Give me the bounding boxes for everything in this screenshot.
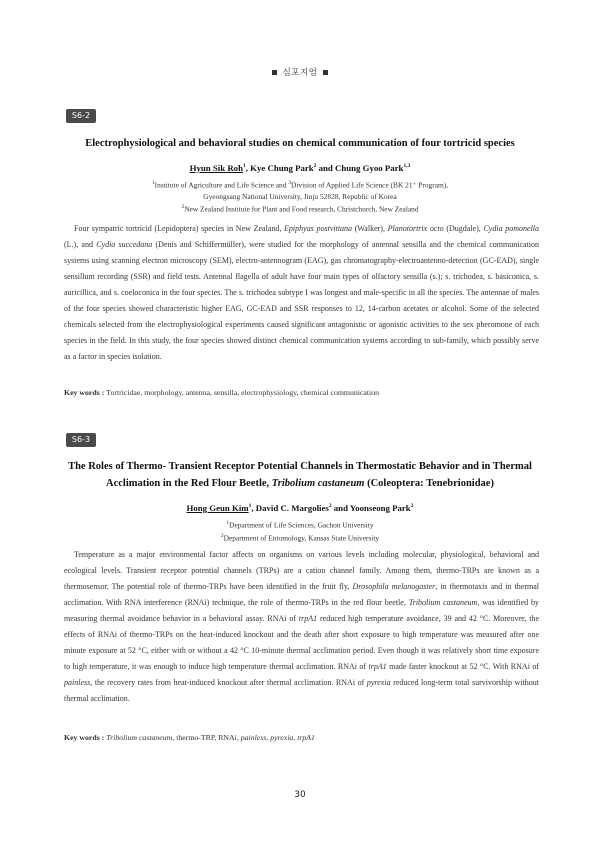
affiliation-line [60, 191, 540, 203]
affiliation-text: Department of Life Sciences, Gachon University [229, 520, 374, 530]
page-number: 30 [294, 790, 306, 800]
text-run: reduced high temperature avoidance, 39 and 42 °C. Moreover, the effects of RNAi of thermo-TRPs on the heat-induced knockout and the death after short exposure to high temperature was measured after one minute exposure at 52 °C, either with or without a 42 °C 10-minute thermal acclimation period. Even though it was relatively short time exposure to high temperature, it was enough to induce high temperature thermal acclimation. RNAi of [64, 614, 539, 671]
text-run: Tortricidae, morphology, antenna, sensilla, electrophysiology, chemical communication [106, 388, 380, 397]
author-affiliation-mark: 2 [410, 503, 414, 510]
square-bullet-icon [323, 70, 328, 75]
author-affiliation-mark: 1 [248, 503, 252, 510]
text-run: The Roles of Thermo- Transient Receptor Potential Channels in Thermostatic Behavior and in Thermal Acclimation in the Red Flour Beetle, [68, 461, 532, 489]
text-run: (Coleoptera: Tenebrionidae) [364, 478, 494, 489]
presenting-author: Hong Geun Kim [186, 503, 249, 513]
text-run: (Walker), [352, 224, 388, 233]
italic-text: trpA1 [368, 662, 387, 671]
italic-text: painless, pyrexia, trpA1 [240, 733, 315, 742]
abstract-title [60, 458, 540, 492]
text-run: , in thermotaxis and in thermal acclimation. With RNA interference (RNAi) technique, the role of thermo-TRPs in the red flour beetle, [64, 582, 540, 607]
author-affiliation-mark: 2 [313, 163, 317, 170]
author: David C. Margolies [255, 503, 329, 513]
text-run: (L.), and [64, 240, 97, 249]
abstract-body [64, 221, 539, 365]
author-affiliation-mark: 1,3 [403, 163, 411, 170]
italic-text: Tribolium castaneum [106, 733, 173, 742]
keywords-text [106, 733, 315, 742]
affiliations [60, 178, 540, 215]
keywords-label: Key words : [64, 388, 107, 397]
section-header-title: 심포지엄 [282, 68, 318, 78]
affiliation-mark: 2 [220, 532, 224, 539]
abstract-body [64, 547, 539, 707]
affiliations [60, 518, 540, 544]
text-run: , thermo-TRP, RNAi, [172, 733, 241, 742]
italic-text: pyrexia [366, 678, 391, 687]
author-list: Hong Geun Kim$^1$, David C. Margolies$^2$ and Yoonseong Park$^2$ [186, 503, 414, 513]
text-run: reduced long-term total survivorship without thermal acclimation. [64, 678, 540, 703]
affiliation-line [60, 178, 540, 191]
author-affiliation-mark: 2 [328, 503, 332, 510]
abstract-tag: S6-3 [66, 433, 96, 447]
affiliation-mark: 3 [288, 180, 292, 186]
text-run: Four sympatric tortricid (Lepidoptera) species in New Zealand, [74, 224, 285, 233]
italic-text: Drosophila melanogaster [352, 582, 436, 591]
affiliation-line [60, 531, 540, 544]
affiliation-text: Institute of Agriculture and Life Science and [154, 180, 289, 190]
affiliation-mark: 1 [151, 180, 155, 186]
italic-text: trpA1 [298, 614, 318, 623]
italic-text: Planotortrix octo [387, 224, 444, 233]
text-run: , the recovery rates from heat-induced knockout after thermal acclimation. RNAi of [90, 678, 367, 687]
section-header [0, 66, 600, 78]
italic-text: Cydia pomonella [483, 224, 540, 233]
abstract-tag: S6-2 [66, 109, 96, 123]
affiliation-mark: 2 [181, 204, 185, 211]
keywords [64, 733, 539, 742]
square-bullet-icon [272, 70, 277, 75]
author: Kye Chung Park [250, 163, 314, 173]
author: Chung Gyoo Park [335, 163, 404, 173]
affiliation-text: Division of Applied Life Science (BK 21⁺ Program), [291, 180, 449, 190]
author-affiliation-mark: 1 [242, 163, 246, 170]
italic-text: Tribolium castaneum [408, 598, 478, 607]
italic-text: Tribolium castaneum [271, 478, 365, 489]
affiliation-text: Department of Entomology, Kansas State University [223, 533, 380, 543]
text-run: (Denis and Schiffermüller), were studied for the morphology of antennal sensilla and the chemical communication systems using scanning electron microscopy (SEM), electro-antennogram (EAG), gas chromatography-electroantenno-detection (GC-EAD), single sensillum recording (SSR) and field tests. Antennal flagella of adult have four main types of olfactory sensilla (s.); s. trichodea, s. basiconica, s. auricillica, and s. coeloconica in the four species. The s. trichodea subtype I was longest and male-specific in all the species. The antennae of males of the four species showed characteristic higher EAG, GC-EAD and SSR responses to 12, 14-carbon acetates or alcohol. Some of the selected chemicals selected from the electrophysiological experiments caused significant antagonistic or agonistic activities to the sex pheromone of each species in the field. In this study, the four species showed distinct chemical communication systems according to sub-family, which possibly serve as a factor in species isolation. [64, 240, 540, 361]
text-run: made faster knockout at 52 °C. With RNAi of [386, 662, 539, 671]
affiliation-text: New Zealand Institute for Plant and Food research, Christchurch, New Zealand [184, 204, 419, 214]
affiliation-text: Gyeongsang National University, Jinju 52828, Republic of Korea [203, 191, 397, 201]
author-list: Hyun Sik Roh$^1$, Kye Chung Park$^2$ and Chung Gyoo Park$^{1,3}$ [189, 163, 411, 173]
italic-text: Cydia succedana [96, 240, 153, 249]
abstract-title: Electrophysiological and behavioral studies on chemical communication of four tortricid species [85, 138, 515, 149]
keywords-label: Key words : [64, 733, 107, 742]
keywords [64, 388, 539, 397]
italic-text: Epiphyas postvittana [284, 224, 353, 233]
text-run: , was identified by measuring thermal avoidance behavior in a behavioral assay. RNAi of [64, 598, 540, 623]
text-run: Temperature as a major environmental factor affects on organisms on various levels including molecular, physiological, behavioral and ecological levels. Transient receptor potential channels (TRPs) are a cation channel family. Among them, thermo-TRPs are known as a thermosensor. The potential role of thermo-TRPs have been identified in the fruit fly, [64, 550, 539, 591]
affiliation-line [60, 518, 540, 531]
affiliation-line [60, 202, 540, 215]
affiliation-mark: 1 [226, 520, 230, 526]
author: Yoonseong Park [349, 503, 411, 513]
italic-text: painless [64, 678, 91, 687]
keywords-text [106, 388, 379, 397]
text-run: (Dugdale), [443, 224, 484, 233]
presenting-author: Hyun Sik Roh [189, 163, 243, 173]
